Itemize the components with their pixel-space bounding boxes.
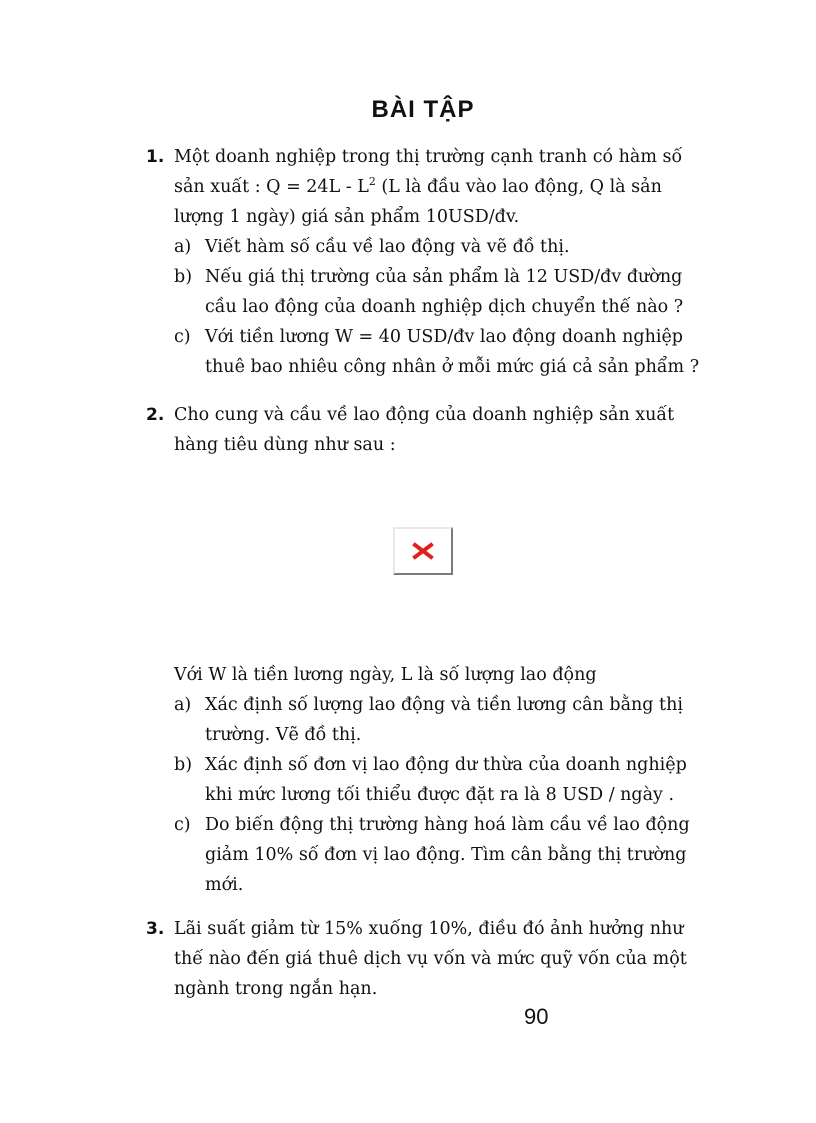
- problem-text-part: (L là đầu vào lao động, Q là sản lượng 1 ngày) giá sản phẩm 10USD/đv.: [174, 177, 662, 227]
- problem-text: Lãi suất giảm từ 15% xuống 10%, điều đó ảnh hưởng như thế nào đến giá thuê dịch vụ vốn và mức quỹ vốn của một ngành trong ngắn hạn.: [174, 919, 687, 999]
- problem-2: [146, 400, 706, 900]
- superscript: 2: [368, 175, 376, 189]
- sub-text: Xác định số lượng lao động và tiền lương cân bằng thị trường. Vẽ đồ thị.: [205, 695, 683, 745]
- sub-question-c: [174, 810, 706, 900]
- sub-text: Viết hàm số cầu về lao động và vẽ đồ thị.: [205, 237, 570, 257]
- problem-1: [146, 142, 706, 382]
- sub-question-b: [174, 262, 706, 322]
- sub-label: b): [174, 267, 193, 287]
- sub-question-b: [174, 750, 706, 810]
- page-title: BÀI TẬP: [371, 96, 475, 123]
- sub-label: a): [174, 237, 192, 257]
- sub-text: Với tiền lương W = 40 USD/đv lao động doanh nghiệp thuê bao nhiêu công nhân ở mỗi mức giá cả sản phẩm ?: [205, 327, 700, 377]
- broken-image-icon: [393, 527, 453, 575]
- sub-question-c: [174, 322, 706, 382]
- problem-note: Với W là tiền lương ngày, L là số lượng lao động: [174, 665, 597, 685]
- sub-label: c): [174, 327, 191, 347]
- sub-text: Xác định số đơn vị lao động dư thừa của doanh nghiệp khi mức lương tối thiểu được đặt ra là 8 USD / ngày .: [205, 755, 687, 805]
- exercise-list: [146, 142, 706, 1004]
- problem-text: Cho cung và cầu về lao động của doanh nghiệp sản xuất hàng tiêu dùng như sau :: [174, 405, 675, 455]
- problem-number: 1.: [146, 147, 165, 167]
- problem-number: 2.: [146, 405, 165, 425]
- sub-question-a: [174, 232, 706, 262]
- sub-label: a): [174, 695, 192, 715]
- problem-text-part: Một doanh nghiệp trong thị trường cạnh tranh có hàm số sản xuất : Q = 24L - L: [174, 147, 683, 197]
- sub-label: c): [174, 815, 191, 835]
- equation-figure: [174, 460, 706, 660]
- problem-number: 3.: [146, 919, 165, 939]
- close-icon: [412, 542, 434, 560]
- sub-text: Nếu giá thị trường của sản phẩm là 12 USD/đv đường cầu lao động của doanh nghiệp dịch chuyển thế nào ?: [205, 267, 684, 317]
- problem-3: [146, 914, 706, 1004]
- sub-question-a: [174, 690, 706, 750]
- page-number: 90: [524, 1004, 549, 1029]
- problem-text: [174, 142, 706, 232]
- sub-text: Do biến động thị trường hàng hoá làm cầu về lao động giảm 10% số đơn vị lao động. Tìm cân bằng thị trường mới.: [205, 815, 690, 895]
- sub-label: b): [174, 755, 193, 775]
